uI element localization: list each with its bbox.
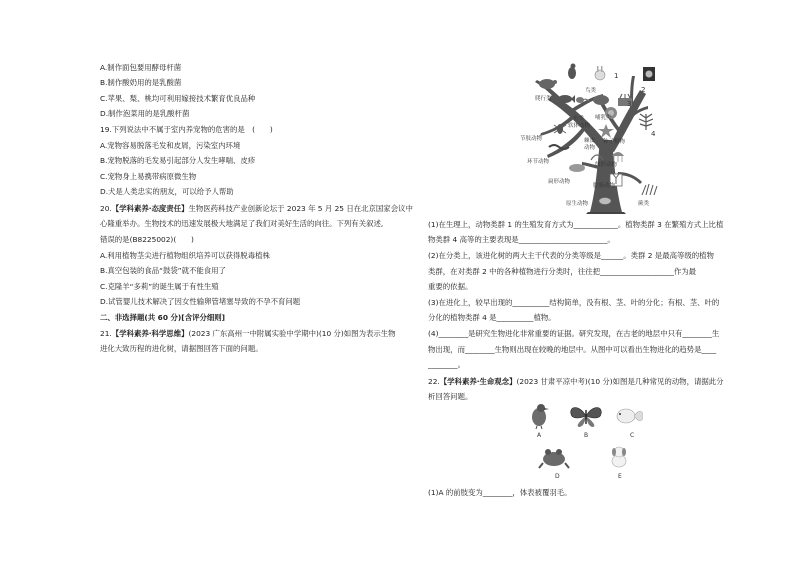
q21-sub-4b: 物出现，而________生物则出现在较晚的地层中。从图中可以看出生物进化的趋势是____ bbox=[428, 345, 717, 354]
rabbit-icon bbox=[594, 66, 606, 80]
insect-icon bbox=[553, 122, 567, 136]
animal-a-bird-icon bbox=[527, 403, 551, 429]
q21-sub-3a: (3)在进化上，较早出现的__________结构简单，没有根、茎、叶的分化；有根、茎、叶的 bbox=[428, 298, 720, 307]
q21-sub-1b: 物类群 4 高等的主要表现是________________________。 bbox=[428, 235, 615, 244]
q21-sub-1a: (1)在生理上，动物类群 1 的生殖发育方式为____________。植物类群 3 在繁殖方式上比植 bbox=[428, 220, 724, 229]
q18-option-a: A.制作面包要用酵母杆菌 bbox=[100, 63, 182, 72]
q19-option-c: C.宠物身上易携带病原微生物 bbox=[100, 172, 197, 181]
label-coelenterates: 腔肠动物 bbox=[593, 183, 616, 189]
animal-e-dog-icon bbox=[607, 446, 631, 470]
fish-icon bbox=[557, 94, 575, 104]
animal-label-e: E bbox=[618, 473, 622, 480]
q21-tag: 【学科素养·科学思维】 bbox=[111, 329, 189, 338]
label-nematodes: 线形动物 bbox=[595, 162, 618, 168]
frog-icon bbox=[592, 93, 610, 105]
label-flatworms: 扁形动物 bbox=[548, 179, 571, 185]
label-group-2: 2 bbox=[641, 86, 646, 94]
label-ferns: 蕨类 bbox=[638, 201, 650, 207]
label-group-1: 1 bbox=[614, 72, 619, 80]
q21-line-1: (2023 广东高州一中附属实验中学期中)(10 分)如图为表示生物 bbox=[188, 329, 396, 338]
q18-option-c: C.苹果、梨、桃均可利用嫁接技术繁育优良品种 bbox=[100, 94, 256, 103]
label-mollusks: 软体动物 bbox=[568, 123, 591, 129]
fern-plant-icon bbox=[637, 112, 655, 130]
label-reptiles: 爬行类 bbox=[535, 96, 552, 102]
label-echinoderms-1: 棘皮 bbox=[584, 138, 596, 144]
label-arthropods: 节肢动物 bbox=[520, 136, 543, 142]
q20-option-a: A.利用植物茎尖进行植物组织培养可以获得脱毒植株 bbox=[100, 251, 270, 260]
animal-label-b: B bbox=[584, 432, 589, 439]
label-annelids: 环节动物 bbox=[527, 159, 550, 165]
earthworm-icon bbox=[548, 143, 570, 151]
flower-icon bbox=[643, 67, 655, 81]
protozoa-icon bbox=[598, 196, 612, 206]
q20-line-1: 生物医药科技产业创新论坛于 2023 年 5 月 25 日在北京国家会议中 bbox=[188, 204, 413, 213]
q22-line-1: (2023 甘肃平凉中考)(10 分)如图是几种常见的动物，请据此分 bbox=[516, 377, 724, 386]
q20-number: 20. bbox=[100, 204, 112, 213]
q21-sub-2c: 重要的依据。 bbox=[428, 282, 473, 291]
label-birds: 鸟类 bbox=[585, 88, 597, 94]
label-seed-plants: 种子植物 bbox=[603, 139, 626, 145]
q20-tag: 【学科素养·态度责任】 bbox=[111, 204, 189, 213]
q22-tag: 【学科素养·生命观念】 bbox=[439, 377, 517, 386]
label-protozoa: 原生动物 bbox=[566, 201, 589, 207]
q21-sub-2a: (2)在分类上，该进化树的两大主干代表的分类等级是______。类群 2 是最高等级的植物 bbox=[428, 251, 714, 260]
animal-b-butterfly-icon bbox=[569, 404, 603, 428]
animal-d-frog-icon bbox=[539, 447, 569, 469]
q19-stem: 19.下列说法中不属于室内养宠物的危害的是 ( ) bbox=[100, 125, 273, 134]
q21-sub-4c: ________。 bbox=[428, 360, 465, 369]
label-mammals: 哺乳类 bbox=[595, 115, 612, 121]
bird-icon bbox=[565, 63, 579, 81]
q21-line-2: 进化大致历程的进化树，请据图回答下面的问题。 bbox=[100, 344, 263, 353]
q20-option-c: C.克隆羊“多莉”的诞生属于有性生殖 bbox=[100, 282, 219, 291]
q18-option-d: D.制作泡菜用的是乳酸杆菌 bbox=[100, 109, 190, 118]
q20-option-b: B.真空包装的食品“鼓袋”就不能食用了 bbox=[100, 266, 226, 275]
q19-option-a: A.宠物容易脱落毛发和皮屑，污染室内环境 bbox=[100, 141, 241, 150]
q21-sub-3b: 分化的植物类群 4 是__________植物。 bbox=[428, 313, 556, 322]
q22-line-2: 析回答问题。 bbox=[428, 392, 473, 401]
q22-sub-1: (1)A 的前肢变为________，体表被覆羽毛。 bbox=[428, 488, 572, 497]
label-group-4: 4 bbox=[651, 130, 656, 138]
label-group-3: 3 bbox=[627, 100, 632, 108]
q20-option-d: D.试管婴儿技术解决了因女性输卵管堵塞导致的不孕不育问题 bbox=[100, 297, 301, 306]
q21-sub-4a: (4)________是研究生物进化非常重要的证据。研究发现，在古老的地层中只有________生 bbox=[428, 329, 720, 338]
q18-option-b: B.制作酸奶用的是乳酸菌 bbox=[100, 78, 182, 87]
animal-label-a: A bbox=[537, 432, 542, 439]
q20-line-3: 错误的是(B8225002)( ) bbox=[100, 235, 194, 244]
q22-first-line bbox=[428, 377, 724, 387]
starfish-icon bbox=[598, 124, 614, 138]
turtle-icon bbox=[537, 76, 557, 90]
label-fish: 鱼类 bbox=[573, 116, 585, 122]
q22-number: 22. bbox=[428, 377, 440, 386]
animal-c-goldfish-icon bbox=[614, 404, 644, 428]
label-echinoderms-2: 动物 bbox=[584, 145, 596, 151]
tadpole-icon bbox=[575, 96, 589, 104]
q19-option-d: D.犬是人类忠实的朋友，可以给予人帮助 bbox=[100, 187, 234, 196]
q21-sub-2b: 类群，在对类群 2 中的各种植物进行分类时，往往把____________________作为最 bbox=[428, 267, 697, 276]
q19-option-b: B.宠物脱落的毛发易引起部分人发生哮喘、皮疹 bbox=[100, 156, 256, 165]
fern-icon bbox=[640, 183, 658, 195]
q20-line-2: 心隆重举办。生物技术的迅速发展极大地满足了我们对美好生活的向往。下列有关叙述, bbox=[100, 219, 384, 228]
tree-base bbox=[586, 212, 626, 214]
flatworm-icon bbox=[568, 161, 586, 175]
section-heading: 二、非选择题(共 60 分)[含评分细则] bbox=[100, 313, 226, 322]
animal-label-c: C bbox=[630, 432, 635, 439]
animal-label-d: D bbox=[555, 473, 560, 480]
q21-number: 21. bbox=[100, 329, 112, 338]
